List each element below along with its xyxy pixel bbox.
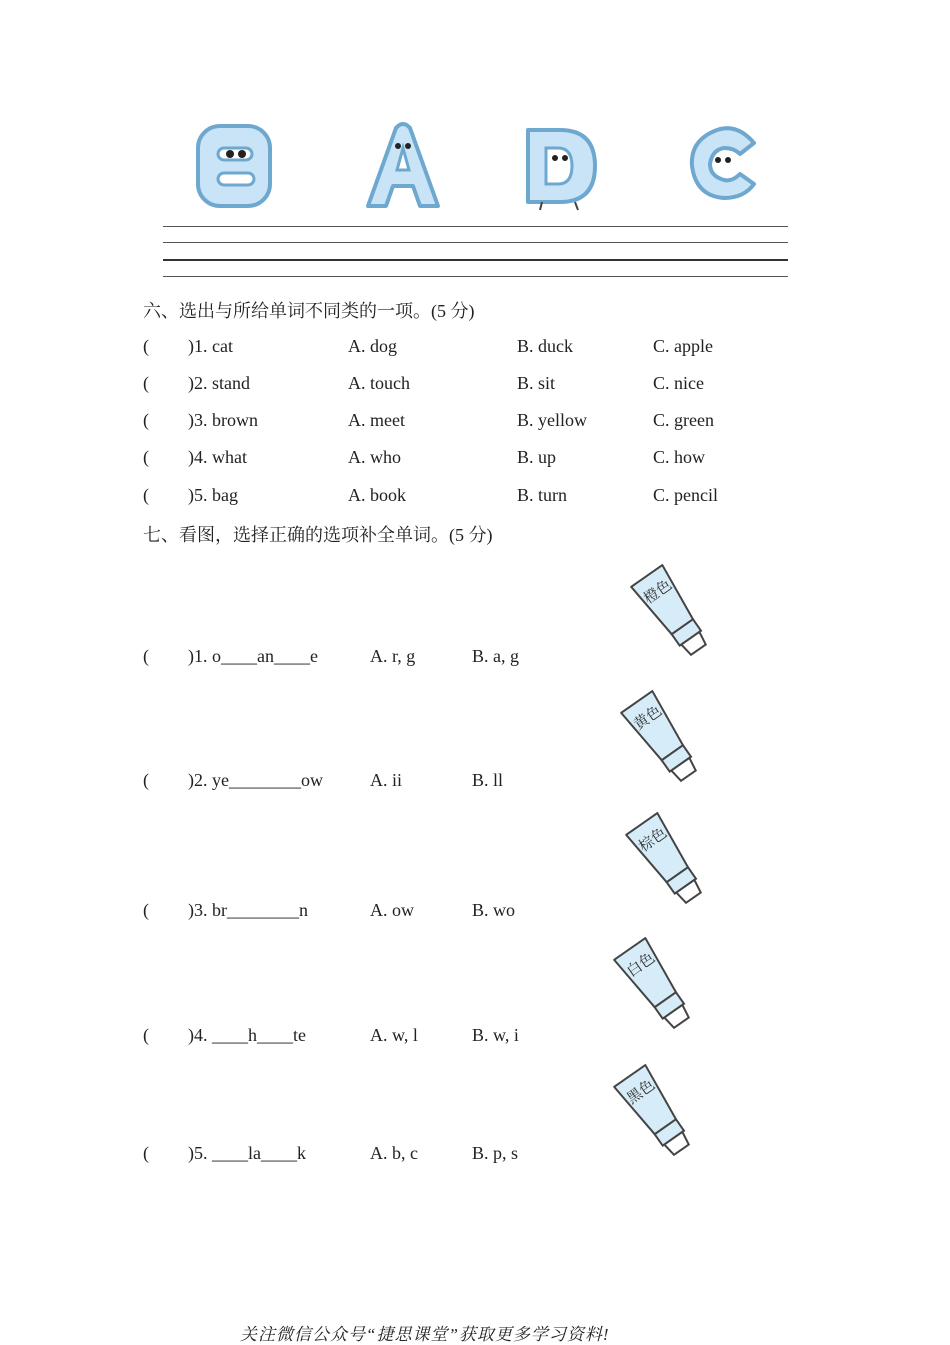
option-c: C. green [653, 410, 714, 430]
option-a: A. who [348, 447, 401, 467]
option-c: C. how [653, 447, 706, 467]
tube-label: 黄色 [630, 701, 666, 734]
option-a: A. touch [348, 373, 410, 393]
cartoon-letters [190, 118, 770, 213]
option-c: C. pencil [653, 485, 718, 505]
question-word: )3. brown [188, 410, 258, 430]
question-word: )3. br________n [188, 900, 308, 920]
letter-a-label: A [358, 118, 359, 119]
answer-paren[interactable]: ( [143, 485, 149, 505]
option-b: B. yellow [517, 410, 587, 430]
answer-paren[interactable]: ( [143, 646, 149, 666]
paint-tube-yellow-image [615, 686, 710, 791]
section-7-heading: 七、看图，选择正确的选项补全单词。(5 分) [143, 525, 493, 545]
answer-paren[interactable]: ( [143, 336, 149, 356]
letter-b-label: B [190, 118, 191, 119]
option-c: C. apple [653, 336, 713, 356]
letter-a-image [358, 118, 448, 213]
writing-line [163, 226, 788, 227]
letter-c-label: C [682, 118, 683, 119]
option-b: B. ll [472, 770, 504, 790]
option-a: A. meet [348, 410, 405, 430]
footer-note: 关注微信公众号“捷思课堂”获取更多学习资料! [240, 1325, 610, 1344]
question-word: )2. ye________ow [188, 770, 323, 790]
option-b: B. sit [517, 373, 556, 393]
tube-label: 黑色 [623, 1075, 659, 1108]
paint-tube-white-image [608, 933, 703, 1038]
letter-d-image [520, 118, 610, 213]
option-b: B. p, s [472, 1143, 519, 1163]
option-a: A. dog [348, 336, 397, 356]
section-6-heading: 六、选出与所给单词不同类的一项。(5 分) [143, 301, 475, 321]
option-b: B. duck [517, 336, 573, 356]
option-b: B. turn [517, 485, 568, 505]
paint-tube-brown-image [620, 808, 715, 913]
letter-d-label: D [520, 118, 521, 119]
option-a: A. r, g [370, 646, 416, 666]
answer-paren[interactable]: ( [143, 410, 149, 430]
paint-tube-black-image [608, 1060, 703, 1165]
answer-paren[interactable]: ( [143, 373, 149, 393]
answer-paren[interactable]: ( [143, 770, 149, 790]
option-a: A. book [348, 485, 406, 505]
question-word: )1. o____an____e [188, 646, 318, 666]
writing-line [163, 242, 788, 243]
tube-label: 橙色 [640, 575, 676, 608]
answer-paren[interactable]: ( [143, 447, 149, 467]
question-word: )1. cat [188, 336, 233, 356]
question-word: )5. ____la____k [188, 1143, 306, 1163]
option-b: B. a, g [472, 646, 519, 666]
writing-line [163, 276, 788, 277]
tube-label: 棕色 [635, 823, 671, 856]
paint-tube-orange-image [625, 560, 720, 665]
option-a: A. w, l [370, 1025, 418, 1045]
question-word: )4. ____h____te [188, 1025, 306, 1045]
option-a: A. ii [370, 770, 403, 790]
letter-b-image [190, 118, 280, 213]
option-c: C. nice [653, 373, 704, 393]
answer-paren[interactable]: ( [143, 1143, 149, 1163]
answer-paren[interactable]: ( [143, 900, 149, 920]
option-b: B. up [517, 447, 557, 467]
question-word: )4. what [188, 447, 247, 467]
question-word: )5. bag [188, 485, 238, 505]
option-b: B. wo [472, 900, 516, 920]
letter-c-image [682, 118, 772, 213]
question-word: )2. stand [188, 373, 250, 393]
writing-line [163, 259, 788, 261]
option-a: A. b, c [370, 1143, 418, 1163]
option-b: B. w, i [472, 1025, 519, 1045]
answer-paren[interactable]: ( [143, 1025, 149, 1045]
tube-label: 白色 [623, 948, 659, 981]
option-a: A. ow [370, 900, 414, 920]
